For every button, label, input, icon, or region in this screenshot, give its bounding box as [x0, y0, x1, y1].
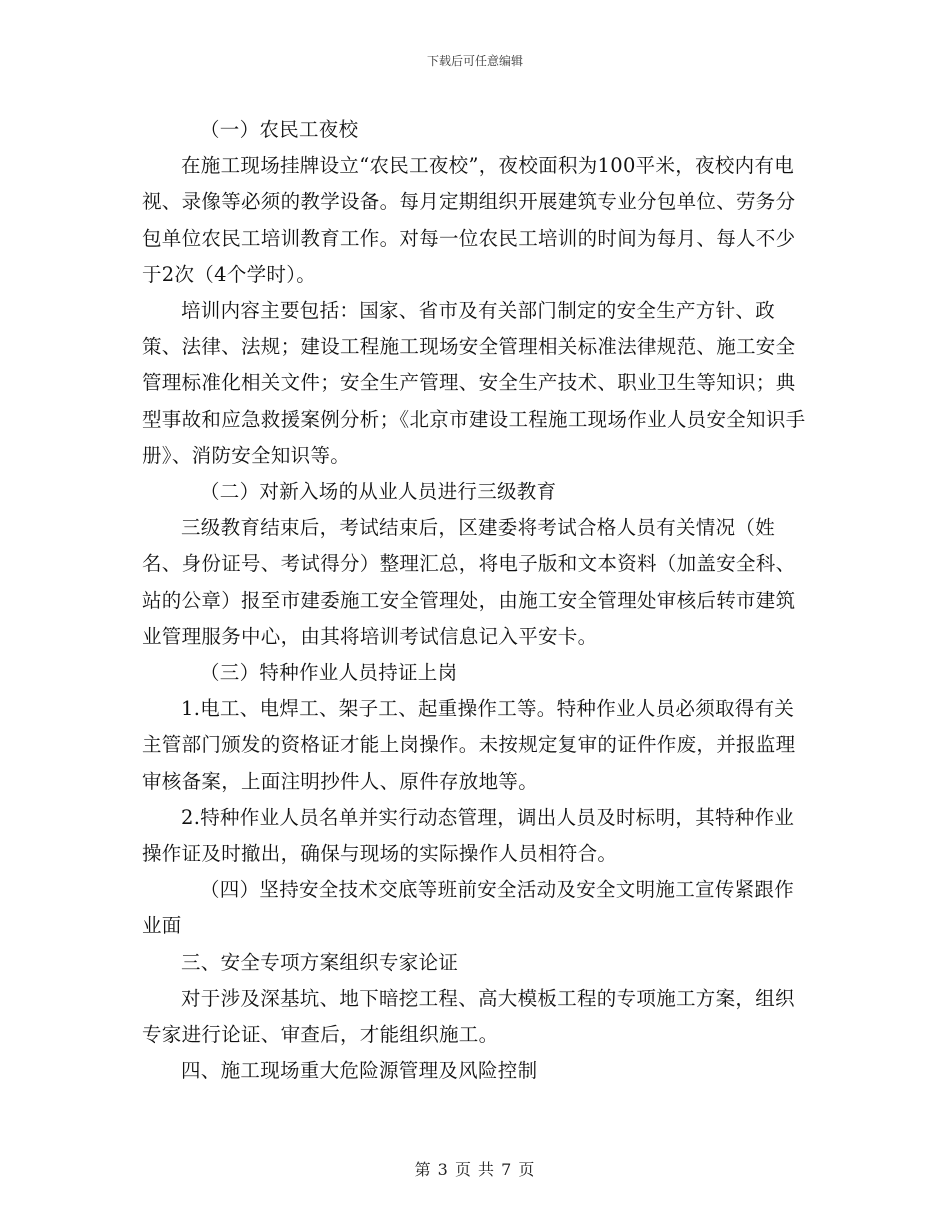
paragraph-special-ops-item-1: 1.电工、电焊工、架子工、起重操作工等。特种作业人员必须取得有关主管部门颁发的资格证才能上岗操作。未按规定复审的证件作废，并报监理审核备案，上面注明抄件人、原件存放地等。 [142, 697, 796, 793]
subheading-safety-briefing: （四）坚持安全技术交底等班前安全活动及安全文明施工宣传紧跟作业面 [142, 878, 795, 938]
heading-hazard-management: 四、施工现场重大危险源管理及风险控制 [181, 1059, 538, 1083]
heading-expert-review: 三、安全专项方案组织专家论证 [181, 950, 459, 974]
paragraph-exam-results: 三级教育结束后，考试结束后，区建委将考试合格人员有关情况（姓名、身份证号、考试得分）整理汇总，将电子版和文本资料（加盖安全科、站的公章）报至市建委施工安全管理处，由施工安全管理处审核后转市建筑业管理服务中心，由其将培训考试信息记入平安卡。 [142, 516, 796, 648]
paragraph-night-school-setup: 在施工现场挂牌设立“农民工夜校”，夜校面积为100平米，夜校内有电视、录像等必须的教学设备。每月定期组织开展建筑专业分包单位、劳务分包单位农民工培训教育工作。对每一位农民工培训的时间为每月、每人不少于2次（4个学时）。 [142, 154, 796, 286]
subheading-three-level-education: （二）对新入场的从业人员进行三级教育 [200, 480, 557, 504]
subheading-special-operations: （三）特种作业人员持证上岗 [200, 661, 458, 685]
paragraph-expert-review: 对于涉及深基坑、地下暗挖工程、高大模板工程的专项施工方案，组织专家进行论证、审查后，才能组织施工。 [142, 986, 795, 1047]
page-number-footer: 第 3 页 共 7 页 [414, 1160, 536, 1179]
subheading-night-school: （一）农民工夜校 [200, 118, 359, 141]
header-note: 下载后可任意编辑 [426, 54, 523, 68]
document-body [142, 112, 810, 1089]
paragraph-special-ops-item-2: 2.特种作业人员名单并实行动态管理，调出人员及时标明，其特种作业操作证及时撤出，确保与现场的实际操作人员相符合。 [142, 805, 795, 866]
paragraph-training-content: 培训内容主要包括：国家、省市及有关部门制定的安全生产方针、政策、法律、法规；建设工程施工现场安全管理相关标准法律规范、施工安全管理标准化相关文件；安全生产管理、安全生产技术、职业卫生等知识；典型事故和应急救援案例分析；《北京市建设工程施工现场作业人员安全知识手册》、消防安全知识等。 [142, 299, 806, 467]
